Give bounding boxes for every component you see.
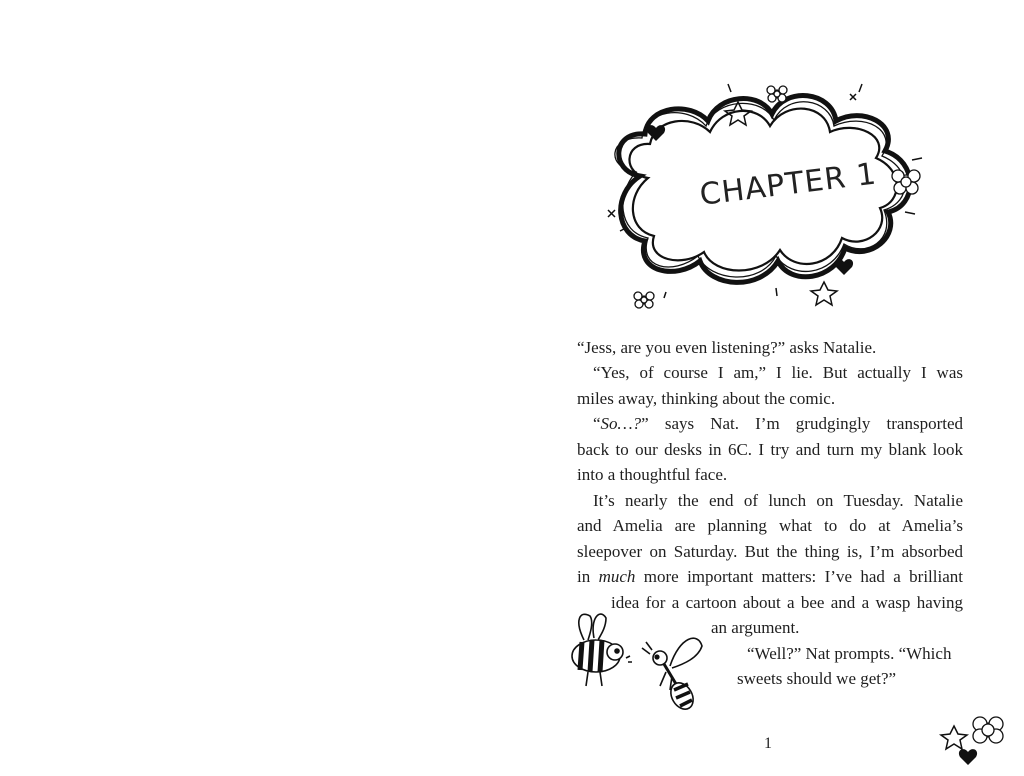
star-icon <box>941 726 967 749</box>
chapter-title: CHAPTER 1 <box>697 156 879 213</box>
heart-icon <box>959 749 977 765</box>
heart-icon <box>835 259 853 275</box>
bee-and-wasp-illustration <box>560 606 720 718</box>
paragraph-line: “Yes, of course I am,” I lie. But actually I was <box>593 363 963 382</box>
paragraph-line: sweets should we get?” <box>737 669 897 688</box>
emphasis-so: So…? <box>600 414 642 433</box>
flower-icon <box>973 717 1003 743</box>
bee-icon <box>572 614 632 686</box>
paragraph-line: and Amelia are planning what to do at Amelia’s <box>577 516 963 535</box>
paragraph-line: in much more important matters: I’ve had a brilliant <box>577 567 963 586</box>
star-icon <box>811 282 837 305</box>
heart-icon <box>647 125 665 141</box>
paragraph-line: into a thoughtful face. <box>577 465 728 484</box>
paragraph-line: sleepover on Saturday. But the thing is, I’m absorbed <box>577 542 963 561</box>
flower-icon <box>634 292 654 308</box>
emphasis-much: much <box>598 567 636 586</box>
paragraph-line: It’s nearly the end of lunch on Tuesday. Natalie <box>593 491 963 510</box>
paragraph-line: “Jess, are you even listening?” asks Natalie. <box>577 338 877 357</box>
wasp-icon <box>642 638 702 713</box>
paragraph-line: back to our desks in 6C. I try and turn my blank look <box>577 440 963 459</box>
paragraph-line: an argument. <box>711 618 800 637</box>
corner-doodle <box>938 708 1008 770</box>
paragraph-line: miles away, thinking about the comic. <box>577 389 836 408</box>
paragraph-line: “So…?” says Nat. I’m grudgingly transported <box>593 414 963 433</box>
flower-icon <box>767 86 787 102</box>
paragraph-line: “Well?” Nat prompts. “Which <box>747 644 952 663</box>
paragraph-line: idea for a cartoon about a bee and a wasp having <box>611 593 963 612</box>
page-number: 1 <box>764 735 772 752</box>
